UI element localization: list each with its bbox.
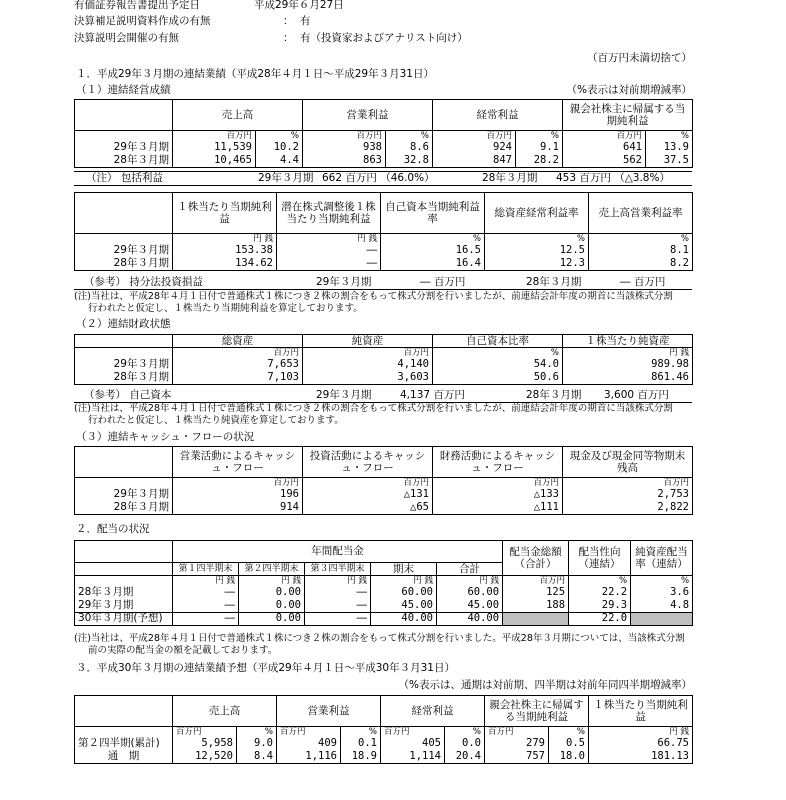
col-label [75,100,173,131]
col-cash-end: 現金及び現金同等物期末残高 [563,447,693,478]
cell: 125 [503,586,569,599]
ref1-28-value: ― 百万円 [620,276,666,288]
cell: 12.5 [485,244,589,257]
cell: 409 [277,737,341,750]
unit-pct: % [589,234,693,245]
col-total-assets: 総資産 [173,335,303,348]
ref2-label: （参考） 自己資本 [84,389,172,401]
dividend-note-line1: (注)当社は、平成28年４月１日付で普通株式１株につき２株の割合をもって株式分割を行いました。平成28年３月期については、当該株式分割 [74,633,685,644]
col-q2: 第２四半期末 [239,563,305,576]
cell: 279 [485,737,549,750]
cell-shaded [631,612,693,625]
header-row2-value: 有 [300,15,311,27]
cell: 18.0 [549,750,589,763]
row-label: 29年３月期 [75,358,173,371]
unit-yen: 百万円 [277,727,341,738]
cell: 8.4 [237,750,277,763]
row-label: 28年３月期 [75,154,173,167]
header-row2-label: 決算補足説明資料作成の有無 [74,15,211,27]
cell: ― [173,612,239,625]
cell: 8.6 [386,141,433,154]
cell: 50.6 [433,371,563,384]
cell: 0.00 [239,586,305,599]
cell: ― [277,257,381,270]
header-row3-value: 有（投資家およびアナリスト向け） [300,32,468,44]
cell: 4.4 [256,154,303,167]
header-row3-colon: ： [283,32,294,44]
note2-line2: 行われたと仮定し、１株当たり純資産を算定しております。 [88,415,344,426]
col-eps: １株当たり当期純利益 [173,193,277,234]
operating-results-table [74,99,693,168]
dividend-note-line2: 前の実際の配当金の額を記載しております。 [88,645,278,656]
col-sales: 売上高 [173,696,277,727]
col-bps: １株当たり純資産 [563,335,693,348]
ref2-28: 28年３月期 [526,389,582,401]
header-row2-colon: ： [283,15,294,27]
cell: 1,114 [381,750,445,763]
row-label: 29年３月期 [75,599,173,612]
table-row [75,358,693,371]
header-row1-value: 平成29年６月27日 [254,0,344,11]
cell: ― [305,612,371,625]
row-label: 30年３月期(予想) [75,612,173,625]
unit-yen: 百万円 [485,727,549,738]
cell: 16.5 [381,244,485,257]
col-payout-ratio: 配当性向（連結） [569,541,631,576]
cell: 37.5 [646,154,693,167]
cell: ― [305,586,371,599]
cell: 12,520 [173,750,237,763]
row-label: 29年３月期 [75,488,173,501]
unit-yen: 百万円 [303,478,433,489]
cell: 60.00 [371,586,437,599]
comp-label: （注） 包括利益 [86,172,163,184]
col-total: 合計 [437,563,503,576]
section1-sub1-note: （%表示は対前期増減率） [566,84,692,96]
cell: 40.00 [371,612,437,625]
cell: 13.9 [646,141,693,154]
unit-yensen: 円 銭 [239,576,305,587]
cell: 10.2 [256,141,303,154]
financial-position-table [74,334,693,385]
per-share-table [74,192,693,271]
unit-pct: % [485,234,589,245]
unit-yen: 百万円 [303,131,386,142]
cell: 914 [173,501,303,514]
unit-pct: % [237,727,277,738]
table-row [75,750,693,763]
unit-yensen: 円 銭 [563,348,693,359]
col-ordinary-income: 経常利益 [433,100,563,131]
cell: 3,603 [303,371,433,384]
unit-pct: % [445,727,485,738]
header-row1-label: 有価証券報告書提出予定日 [74,0,200,11]
unit-yen: 百万円 [503,576,569,587]
cell: 181.13 [589,750,693,763]
cell: 3.6 [631,586,693,599]
header-row3-label: 決算説明会開催の有無 [74,32,179,44]
col-label [75,447,173,478]
cash-flow-table [74,446,693,515]
section3-note: （%表示は、通期は対前期、四半期は対前年同四半期増減率） [398,679,692,691]
unit-pct: % [381,234,485,245]
unit-pct: % [386,131,433,142]
cell: 60.00 [437,586,503,599]
col-net-income: 親会社株主に帰属する当期純利益 [563,100,693,131]
unit-pct: % [631,576,693,587]
unit-yen: 百万円 [173,348,303,359]
ref2-29-value: 4,137 百万円 [400,389,465,401]
unit-pct: % [256,131,303,142]
col-dividend-on-equity: 純資産配当率（連結） [631,541,693,576]
col-ordinary-income: 経常利益 [381,696,485,727]
unit-yen: 百万円 [381,727,445,738]
table-row [75,154,693,167]
table-row [75,488,693,501]
cell: 29.3 [569,599,631,612]
cell: 10,465 [173,154,256,167]
cell: 32.8 [386,154,433,167]
cell: 8.1 [589,244,693,257]
cell: 188 [503,599,569,612]
cell: 22.0 [569,612,631,625]
col-q3: 第３四半期末 [305,563,371,576]
row-label: 第２四半期(累計) [75,737,173,750]
unit-yensen: 円 銭 [437,576,503,587]
col-sales: 売上高 [173,100,303,131]
unit-yensen: 円 銭 [173,234,277,245]
col-q1: 第１四半期末 [173,563,239,576]
row-label: 28年３月期 [75,501,173,514]
col-label [75,335,173,348]
col-net-income: 親会社株主に帰属する当期純利益 [485,696,589,727]
cell: 54.0 [433,358,563,371]
cell: 40.00 [437,612,503,625]
col-diluted-eps: 潜在株式調整後１株当たり当期純利益 [277,193,381,234]
col-dividend-sum: 配当金総額（合計） [503,541,569,576]
cell: 0.00 [239,599,305,612]
col-label [75,193,173,234]
col-operating-income: 営業利益 [303,100,433,131]
cell: 134.62 [173,257,277,270]
col-label [75,541,173,563]
table-row [75,141,693,154]
cell: 5,958 [173,737,237,750]
table-row [75,612,693,625]
cell: 641 [563,141,646,154]
cell: 0.00 [239,612,305,625]
unit-note: （百万円未満切捨て） [587,52,692,64]
table-row [75,244,693,257]
unit-yen: 百万円 [433,478,563,489]
row-label: 29年３月期 [75,244,173,257]
ref1-29-value: ― 百万円 [420,276,466,288]
table-row [75,586,693,599]
cell: 989.98 [563,358,693,371]
col-op-margin: 売上高営業利益率 [589,193,693,234]
row-label: 28年３月期 [75,257,173,270]
cell: 16.4 [381,257,485,270]
cell: 2,753 [563,488,693,501]
section3-title: ３．平成30年３月期の連結業績予想（平成29年４月１日～平成30年３月31日） [76,662,455,674]
cell: ― [173,599,239,612]
comp-28-value: 453 百万円 （△3.8%） [556,172,670,184]
cell: 196 [173,488,303,501]
cell: △65 [303,501,433,514]
cell: 938 [303,141,386,154]
col-financing-cf: 財務活動によるキャッシュ・フロー [433,447,563,478]
section1-sub2: （２）連結財政状態 [76,318,171,330]
col-eps: １株当たり当期純利益 [589,696,693,727]
unit-yensen: 円 銭 [173,576,239,587]
unit-yensen: 円 銭 [277,234,381,245]
section1-title: １．平成29年３月期の連結業績（平成28年４月１日～平成29年３月31日） [76,68,434,80]
table-row [75,257,693,270]
cell: ― [173,586,239,599]
cell: 45.00 [437,599,503,612]
forecast-table [74,695,693,764]
unit-yen: 百万円 [173,727,237,738]
row-label: 28年３月期 [75,586,173,599]
unit-yen: 百万円 [173,131,256,142]
cell: 4,140 [303,358,433,371]
row-label: 29年３月期 [75,141,173,154]
cell: 153.38 [173,244,277,257]
section1-sub1: （１）連結経営成績 [76,84,171,96]
cell: 861.46 [563,371,693,384]
cell: △133 [433,488,563,501]
cell: 0.5 [549,737,589,750]
cell: 11,539 [173,141,256,154]
unit-yen: 百万円 [563,478,693,489]
cell-shaded [503,612,569,625]
cell: ― [305,599,371,612]
cell: ― [277,244,381,257]
cell: 2,822 [563,501,693,514]
unit-pct: % [549,727,589,738]
cell: 8.2 [589,257,693,270]
cell: 45.00 [371,599,437,612]
cell: 405 [381,737,445,750]
cell: 9.0 [237,737,277,750]
unit-yen: 百万円 [173,478,303,489]
table-row [75,371,693,384]
note1-line1: (注)当社は、平成28年４月１日付で普通株式１株につき２株の割合をもって株式分割を行いましたが、前連結会計年度の期首に当該株式分割 [74,291,673,302]
note1-line2: 行われたと仮定し、１株当たり当期純利益を算定しております。 [88,303,363,314]
unit-pct: % [341,727,381,738]
cell: 847 [433,154,516,167]
cell: △131 [303,488,433,501]
row-label: 28年３月期 [75,371,173,384]
table-row [75,501,693,514]
section2-title: ２．配当の状況 [76,523,150,535]
unit-yen: 百万円 [563,131,646,142]
cell: 22.2 [569,586,631,599]
col-operating-income: 営業利益 [277,696,381,727]
unit-yen: 百万円 [303,348,433,359]
col-operating-cf: 営業活動によるキャッシュ・フロー [173,447,303,478]
note2-line1: (注)当社は、平成28年４月１日付で普通株式１株につき２株の割合をもって株式分割を行いましたが、前連結会計年度の期首に当該株式分割 [74,403,673,414]
cell: 757 [485,750,549,763]
cell: △111 [433,501,563,514]
col-year-end: 期末 [371,563,437,576]
unit-pct: % [433,348,563,359]
row-label: 通 期 [75,750,173,763]
col-net-assets: 純資産 [303,335,433,348]
unit-yensen: 円 銭 [589,727,693,738]
col-label [75,696,173,727]
col-equity-ratio: 自己資本比率 [433,335,563,348]
col-roa: 総資産経常利益率 [485,193,589,234]
ref2-28-value: 3,600 百万円 [604,389,669,401]
cell: 924 [433,141,516,154]
unit-yen: 百万円 [433,131,516,142]
cell: 0.0 [445,737,485,750]
cell: 7,103 [173,371,303,384]
cell: 9.1 [516,141,563,154]
cell: 66.75 [589,737,693,750]
cell: 1,116 [277,750,341,763]
cell: 12.3 [485,257,589,270]
cell: 4.8 [631,599,693,612]
col-annual-dividend: 年間配当金 [173,541,503,563]
dividend-table [74,540,693,626]
ref2-29: 29年３月期 [316,389,372,401]
table-row [75,599,693,612]
ref1-28: 28年３月期 [526,276,582,288]
unit-yensen: 円 銭 [305,576,371,587]
unit-pct: % [516,131,563,142]
cell: 28.2 [516,154,563,167]
cell: 863 [303,154,386,167]
ref1-29: 29年３月期 [316,276,372,288]
cell: 18.9 [341,750,381,763]
unit-pct: % [646,131,693,142]
comp-28: 28年３月期 [482,172,538,184]
cell: 7,653 [173,358,303,371]
comp-29-value: 662 百万円 （46.0%） [322,172,435,184]
table-row [75,737,693,750]
col-roe: 自己資本当期純利益率 [381,193,485,234]
col-investing-cf: 投資活動によるキャッシュ・フロー [303,447,433,478]
unit-pct: % [569,576,631,587]
unit-yensen: 円 銭 [371,576,437,587]
cell: 0.1 [341,737,381,750]
cell: 20.4 [445,750,485,763]
ref1-label: （参考） 持分法投資損益 [84,276,203,288]
section1-sub3: （３）連結キャッシュ・フローの状況 [76,431,255,443]
cell: 562 [563,154,646,167]
comp-29: 29年３月期 [258,172,314,184]
